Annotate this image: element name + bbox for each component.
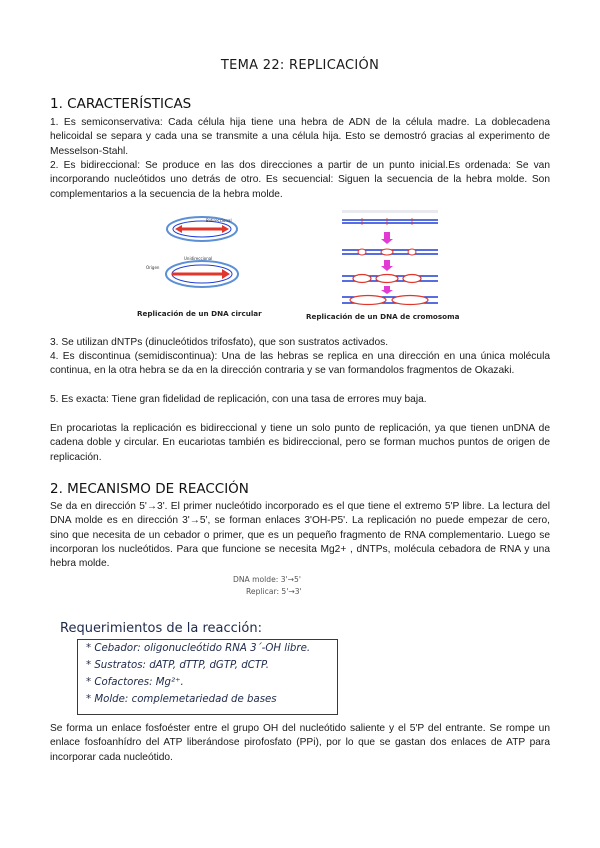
paragraph-semiconservative: 1. Es semiconservativa: Cada célula hija tiene una hebra de ADN de la célula madre. La doblecadena helicoidal se separa y cada una se transmite a una célula hija. Esto se demostró gracias al experimento de Messelson-Stahl. xyxy=(50,117,550,157)
label-bidireccional: Bidireccional xyxy=(206,218,232,223)
bubble-3c xyxy=(403,275,421,283)
paragraph-prokaryotes: En procariotas la replicación es bidireccional y tiene un solo punto de replicación, ya que tienen unDNA de cadena doble y circular. En eucariotas también es bidireccional, pero se forman muchos puntos de origen de replicación. xyxy=(50,423,550,463)
section-1-heading: 1. CARACTERÍSTICAS xyxy=(50,96,192,112)
bubble-2b xyxy=(381,249,393,255)
paragraph-dntps: 3. Se utilizan dNTPs (dinucleótidos trifosfato), que son sustratos activados. xyxy=(50,337,389,348)
paragraph-discontinuous: 4. Es discontinua (semidiscontinua): Una de las hebras se replica en una dirección en una única molécula continua, en la otra hebra se da en la dirección contraria y se van formandolos fragmentos de Okazaki. xyxy=(50,351,550,377)
requirement-item: * Cofactores: Mg²⁺. xyxy=(86,677,184,688)
direction-replicar: Replicar: 5'→3' xyxy=(246,587,302,596)
bubble-2a xyxy=(358,249,366,255)
page-title: TEMA 22: REPLICACIÓN xyxy=(220,58,380,73)
paragraph-phosphoester: Se forma un enlace fosfoéster entre el grupo OH del nucleótido saliente y el 5'P del entrante. Se rompe un enlace fosfoanhídro del ATP liberándose pirofosfato (PPi), por lo que se gastan dos enlaces de ATP para incorporar cada nucleótido. xyxy=(50,723,550,763)
down-arrow-2 xyxy=(381,260,393,271)
paragraph-bidirectional: 2. Es bidireccional: Se produce en las dos direcciones a partir de un punto inicial.Es ordenada: Se van incorporando nucleótidos uno detrás de otro. Es secuencial: Siguen la secuencia de la hebra molde. Son complementarios a la secuencia de la hebra molde. xyxy=(50,160,550,200)
requirements-title: Requerimientos de la reacción: xyxy=(60,621,262,636)
arrowhead-bottom xyxy=(222,269,230,279)
paragraph-mechanism: Se da en dirección 5'→3'. El primer nucleótido incorporado es el que tiene el extremo 5'P libre. La lectura del DNA molde es en dirección 3'→5', se forman enlaces 3'OH-P5'. La replicación no puede empezar de cero, sino que necesita de un cebador o primer, que es un pequeño fragmento de RNA complementario. Luego se incorporan los nucleótidos. Para que funcione se necesita Mg2+ , dNTPs, molécula cebadora de RNA y una hebra molde. xyxy=(50,501,550,570)
arrowhead-top-left xyxy=(175,225,182,233)
header-bar xyxy=(342,210,438,213)
chromosome-dna-diagram xyxy=(340,208,440,306)
caption-circular-dna: Replicación de un DNA circular xyxy=(137,309,262,318)
requirements-box xyxy=(77,639,338,715)
down-arrow-1 xyxy=(381,232,393,244)
bubble-4a xyxy=(350,296,386,305)
direction-dna-molde: DNA molde: 3'→5' xyxy=(233,575,301,584)
label-unidireccional: Unidireccional xyxy=(184,256,213,261)
requirement-item: * Molde: complemetariedad de bases xyxy=(86,694,277,705)
arrowhead-top-right xyxy=(222,225,229,233)
circular-dna-diagram xyxy=(142,208,262,306)
paragraph-exact: 5. Es exacta: Tiene gran fidelidad de replicación, con una tasa de errores muy baja. xyxy=(50,394,427,405)
bubble-3a xyxy=(353,275,371,283)
section-2-heading: 2. MECANISMO DE REACCIÓN xyxy=(50,481,249,497)
bubble-4b xyxy=(392,296,428,305)
down-arrow-3 xyxy=(381,286,393,294)
bubble-3b xyxy=(376,275,398,283)
caption-chromosome-dna: Replicación de un DNA de cromosoma xyxy=(306,312,460,321)
bubble-2c xyxy=(408,249,416,255)
requirement-item: * Cebador: oligonucleótido RNA 3´-OH libre. xyxy=(86,643,311,654)
requirement-item: * Sustratos: dATP, dTTP, dGTP, dCTP. xyxy=(86,660,270,671)
label-origen: Origen xyxy=(146,265,160,270)
